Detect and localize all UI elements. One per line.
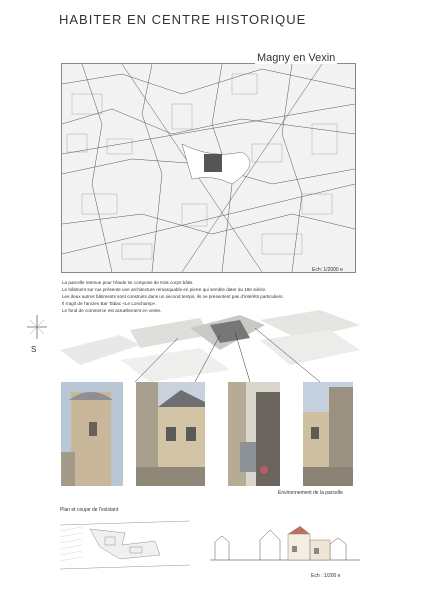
compass-icon [26,313,48,357]
floor-plan [60,519,190,571]
page-title: HABITER EN CENTRE HISTORIQUE [59,12,307,27]
plan-caption: Plan et coupe de l'existant [60,507,119,513]
description-line: Il s'agit de l'ancien Bar Tabac «Le Lonchamp». [62,301,157,306]
description-line: Le bâtiment sur rue présente une architecture remarquable en pierre qui semble dater du 18e siècle. [62,287,267,292]
map-drawing [62,64,355,272]
photo-courtyard [136,382,205,486]
photos-caption: Environnement de la parcelle [278,490,343,496]
section-drawing [210,520,360,572]
photo-backyard [228,382,280,486]
section-scale: Ech : 1/200 e [311,573,341,579]
map-scale: Ech: 1/2000 e [312,267,343,273]
description-line: Les deux autres bâtiments sont construits dans un second temps, ils ne présentent pas d'intérêts particuliers. [62,294,284,299]
photo-street-facade [61,382,123,486]
description-line: Le fond de commerce est actuellement en vente. [62,308,162,313]
description-line: La parcelle retenue pour l'étude se compose de trois corps bâtis. [62,280,194,285]
compass-label: S [31,345,37,354]
description [62,279,362,314]
cadastral-map [61,63,356,273]
site-model [60,310,360,382]
town-name: Magny en Vexin [257,52,336,64]
photo-rear-building [303,382,353,486]
